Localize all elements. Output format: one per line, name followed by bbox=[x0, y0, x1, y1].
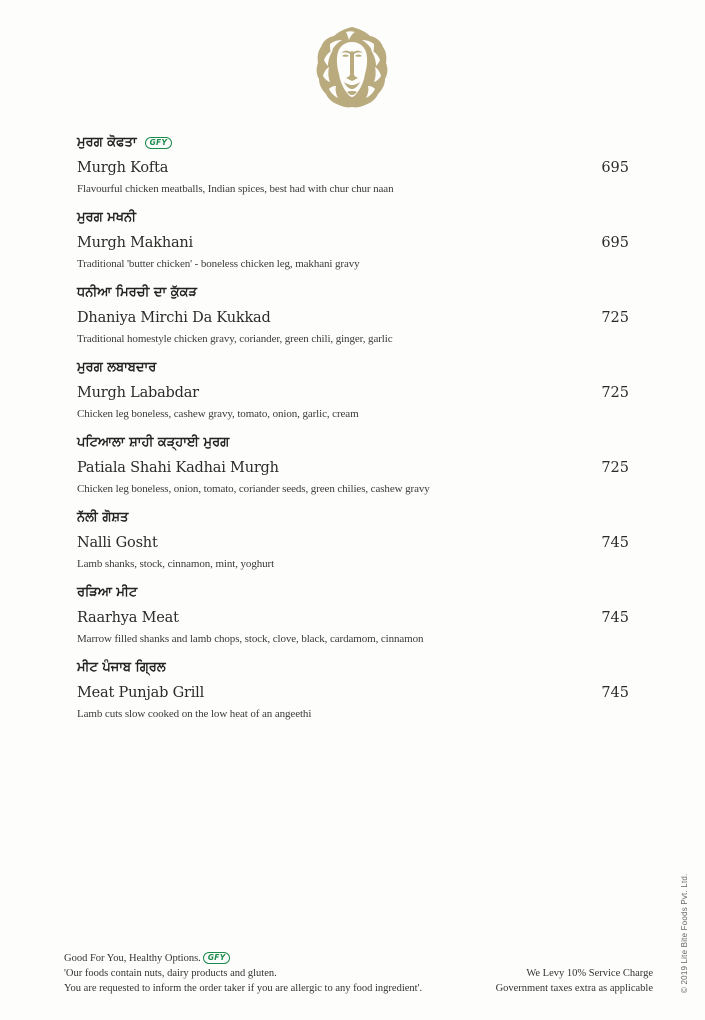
item-price: 695 bbox=[601, 235, 629, 251]
item-punjabi-name: ਧਨੀਆ ਮਿਰਚੀ ਦਾ ਕੁੱਕੜ bbox=[77, 285, 197, 300]
item-description: Traditional 'butter chicken' - boneless chicken leg, makhani gravy bbox=[77, 258, 360, 270]
inform-note: You are requested to inform the order taker if you are allergic to any food ingredient'. bbox=[64, 983, 423, 994]
footer-notes bbox=[64, 951, 422, 996]
service-charge-note: We Levy 10% Service Charge bbox=[526, 968, 653, 979]
lion-head-icon bbox=[316, 26, 388, 108]
item-punjabi-name: ਮੀਟ ਪੰਜਾਬ ਗ੍ਰਿਲ bbox=[77, 660, 166, 675]
menu-item bbox=[77, 433, 635, 508]
gfy-badge: GFY bbox=[145, 137, 173, 149]
item-price: 745 bbox=[601, 685, 629, 701]
item-name: Patiala Shahi Kadhai Murgh bbox=[77, 460, 279, 476]
menu-item bbox=[77, 583, 635, 658]
taxes-note: Government taxes extra as applicable bbox=[495, 983, 653, 994]
item-description: Marrow filled shanks and lamb chops, stock, clove, black, cardamom, cinnamon bbox=[77, 633, 424, 645]
item-name: Nalli Gosht bbox=[77, 535, 158, 551]
item-price: 695 bbox=[601, 160, 629, 176]
gfy-note: Good For You, Healthy Options. bbox=[64, 953, 201, 964]
menu-item bbox=[77, 133, 635, 208]
item-price: 745 bbox=[601, 535, 629, 551]
item-punjabi-name: ਮੁਰਗ ਲਬਾਬਦਾਰ bbox=[77, 360, 157, 375]
item-name: Meat Punjab Grill bbox=[77, 685, 205, 701]
menu-list bbox=[77, 133, 635, 733]
item-name: Murgh Kofta bbox=[77, 160, 169, 176]
item-description: Flavourful chicken meatballs, Indian spices, best had with chur chur naan bbox=[77, 183, 394, 195]
item-description: Lamb cuts slow cooked on the low heat of an angeethi bbox=[77, 708, 312, 720]
copyright-text: © 2019 Lite Bite Foods Pvt. Ltd. bbox=[680, 873, 689, 993]
menu-item bbox=[77, 283, 635, 358]
menu-item bbox=[77, 208, 635, 283]
item-description: Chicken leg boneless, onion, tomato, coriander seeds, green chilies, cashew gravy bbox=[77, 483, 430, 495]
item-punjabi-name: ਮੁਰਗ ਕੋਫਤਾ bbox=[77, 135, 137, 150]
allergen-note: 'Our foods contain nuts, dairy products and gluten. bbox=[64, 968, 277, 979]
menu-item bbox=[77, 358, 635, 433]
item-punjabi-name: ਰੜਿਆ ਮੀਟ bbox=[77, 585, 138, 600]
item-price: 745 bbox=[601, 610, 629, 626]
item-price: 725 bbox=[601, 310, 629, 326]
item-price: 725 bbox=[601, 385, 629, 401]
item-name: Murgh Lababdar bbox=[77, 385, 199, 401]
item-name: Raarhya Meat bbox=[77, 610, 179, 626]
item-punjabi-name: ਮੁਰਗ ਮਖਨੀ bbox=[77, 210, 137, 225]
gfy-badge: GFY bbox=[203, 952, 231, 964]
menu-item bbox=[77, 658, 635, 733]
charges-notes bbox=[496, 966, 653, 996]
item-punjabi-name: ਪਟਿਆਲਾ ਸ਼ਾਹੀ ਕੜ੍ਹਾਈ ਮੁਰਗ bbox=[77, 435, 230, 450]
item-description: Traditional homestyle chicken gravy, coriander, green chili, ginger, garlic bbox=[77, 333, 393, 345]
item-description: Lamb shanks, stock, cinnamon, mint, yoghurt bbox=[77, 558, 275, 570]
item-description: Chicken leg boneless, cashew gravy, tomato, onion, garlic, cream bbox=[77, 408, 359, 420]
item-name: Murgh Makhani bbox=[77, 235, 193, 251]
item-name: Dhaniya Mirchi Da Kukkad bbox=[77, 310, 271, 326]
item-price: 725 bbox=[601, 460, 629, 476]
menu-item bbox=[77, 508, 635, 583]
item-punjabi-name: ਨੱਲੀ ਗੋਸ਼ਤ bbox=[77, 510, 129, 525]
gfy-note-line bbox=[64, 951, 422, 966]
